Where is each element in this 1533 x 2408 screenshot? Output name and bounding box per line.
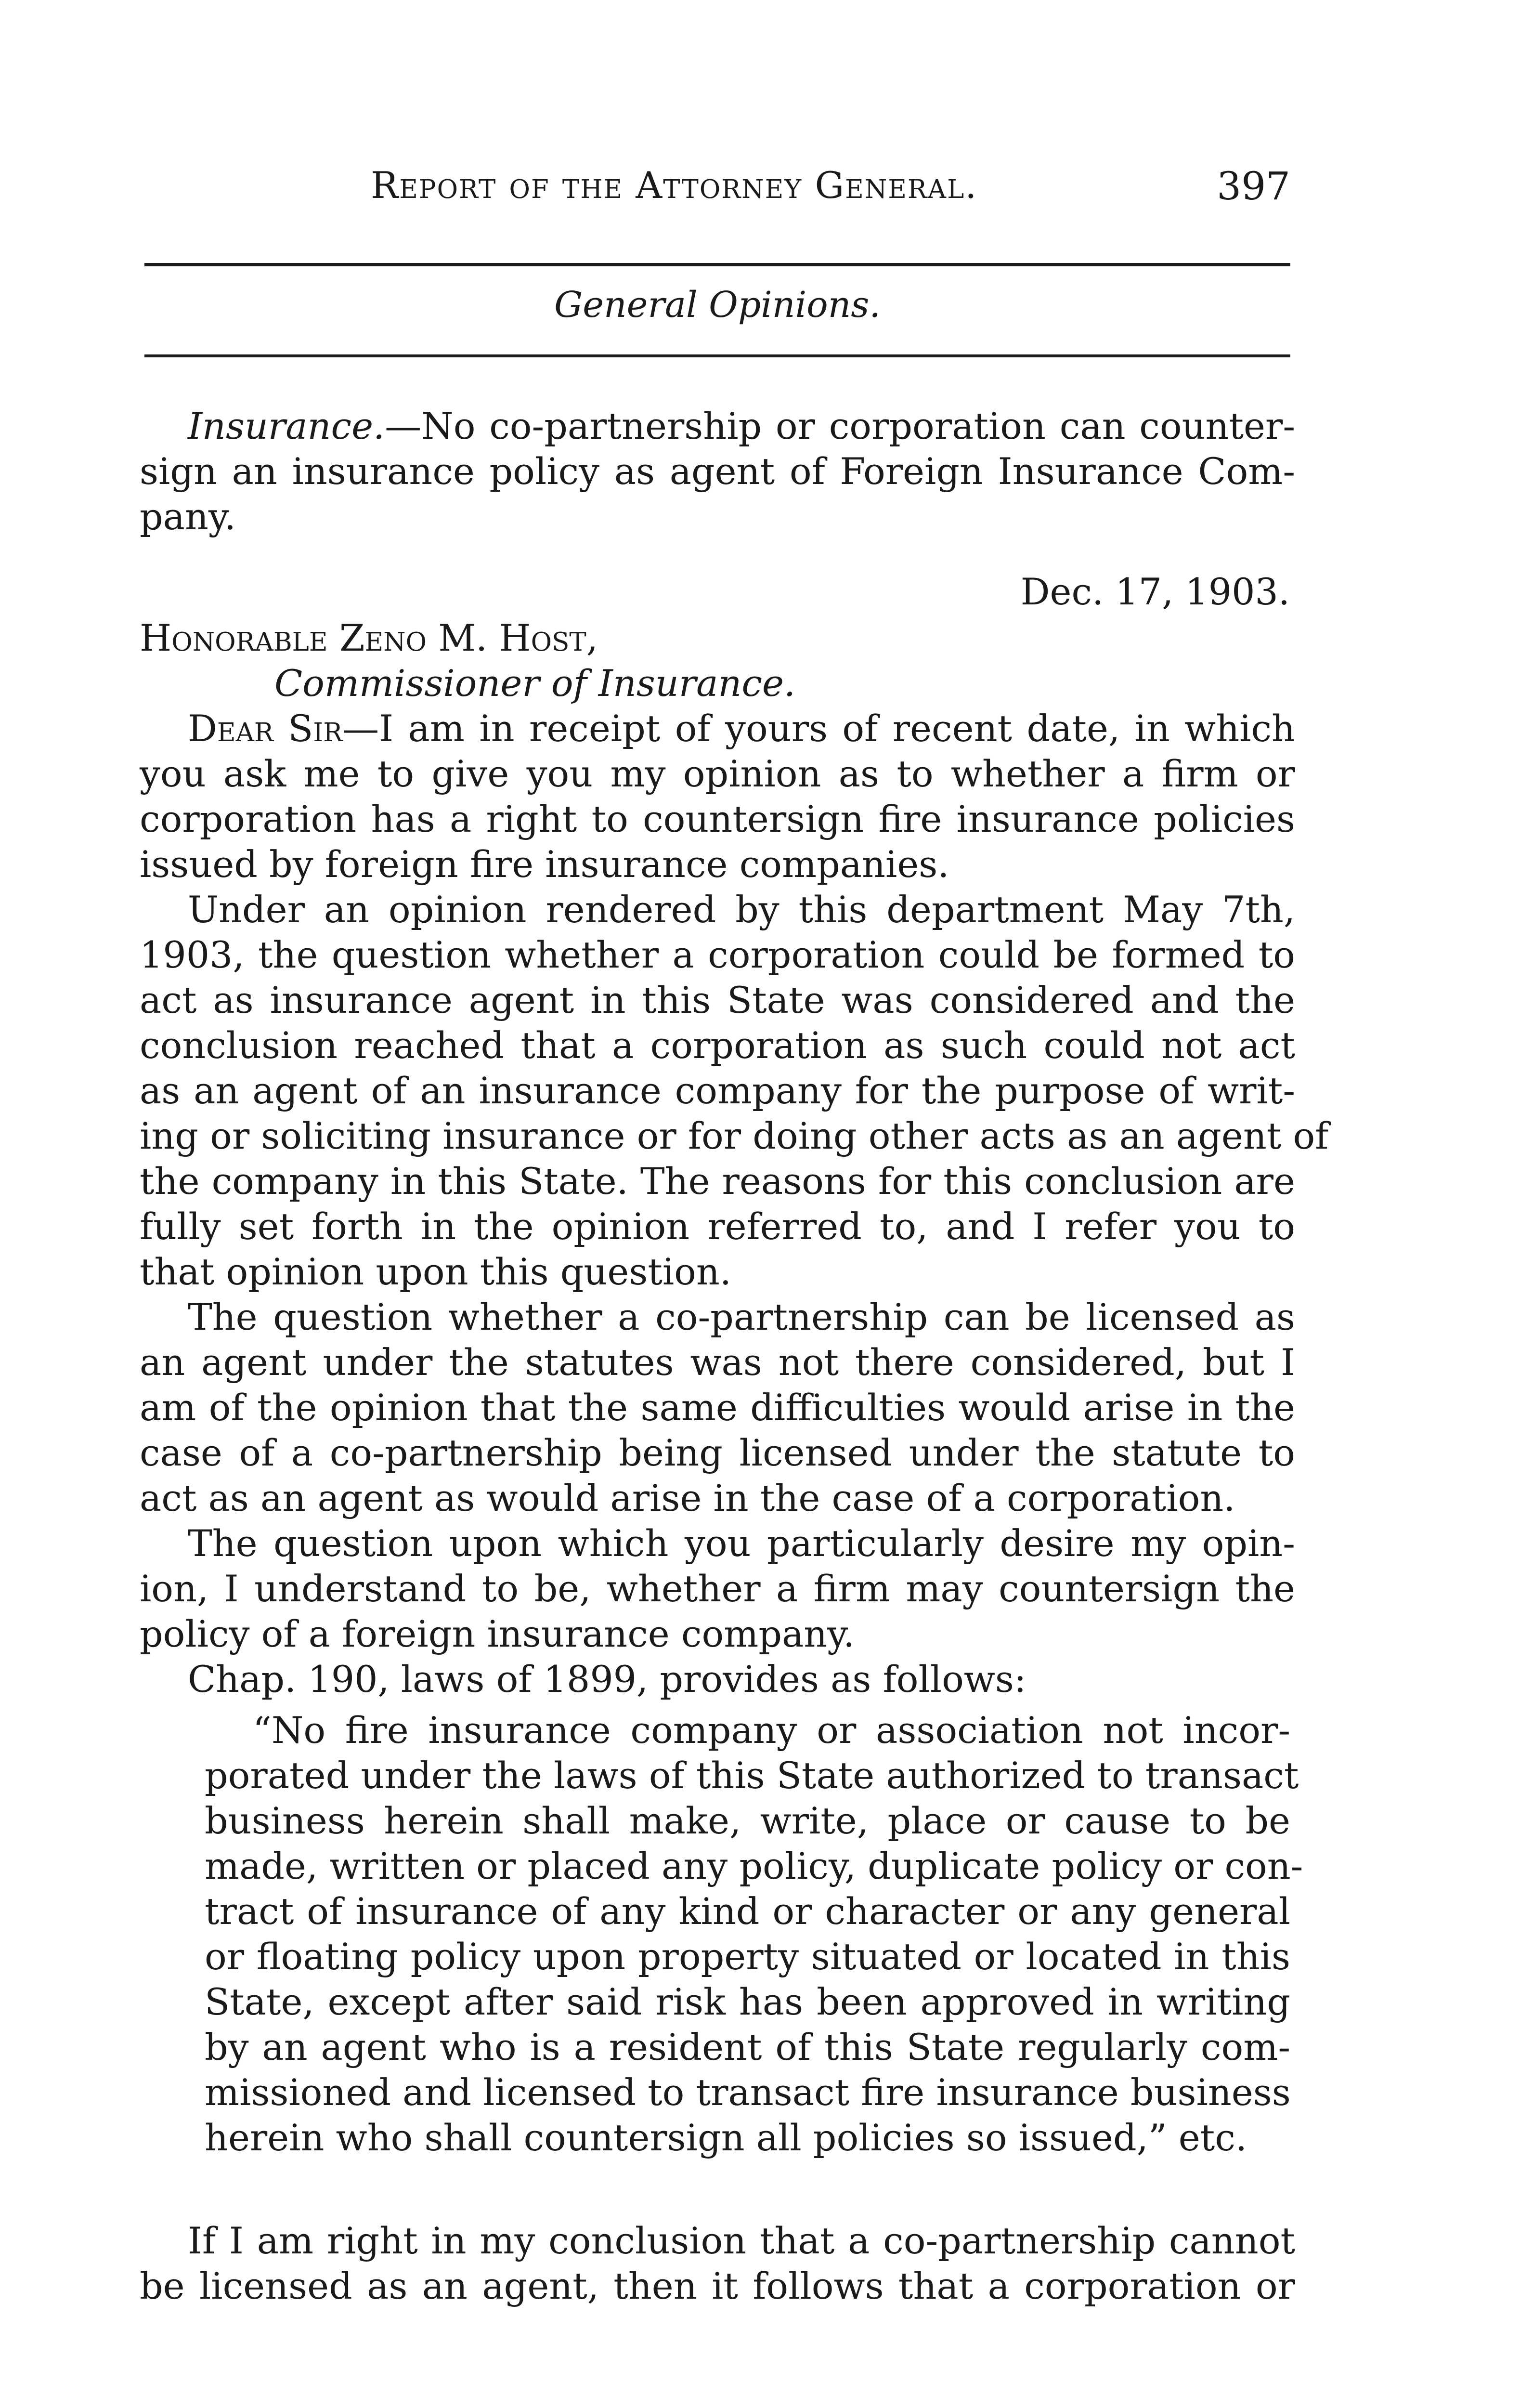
syllabus bbox=[140, 404, 1295, 539]
closing-paragraph bbox=[140, 2218, 1295, 2309]
running-header bbox=[144, 164, 1290, 217]
page-number: 397 bbox=[1217, 164, 1290, 209]
paragraph-line: act as an agent as would arise in the case of a corporation. bbox=[140, 1477, 1235, 1519]
paragraph-line: fully set forth in the opinion referred to, and I refer you to bbox=[140, 1205, 1295, 1248]
paragraph-line: the company in this State. The reasons for this conclusion are bbox=[140, 1160, 1295, 1203]
running-title: Report of the Attorney General. bbox=[371, 164, 978, 207]
addressee-name: Honorable Zeno M. Host, bbox=[140, 616, 598, 659]
quote-line: “No fire insurance company or association not incor- bbox=[253, 1709, 1290, 1752]
paragraph-line: an agent under the statutes was not there considered, but I bbox=[140, 1341, 1295, 1384]
header-rule-bottom bbox=[144, 354, 1290, 357]
paragraph-line: Chap. 190, laws of 1899, provides as follows: bbox=[188, 1658, 1026, 1701]
addressee-title: Commissioner of Insurance. bbox=[274, 662, 796, 705]
quote-line: or floating policy upon property situated or located in this bbox=[205, 1935, 1290, 1978]
statute-quote bbox=[205, 1708, 1303, 2160]
paragraph-line: If I am right in my conclusion that a co-partnership cannot bbox=[188, 2219, 1295, 2262]
quote-line: porated under the laws of this State authorized to transact bbox=[205, 1754, 1299, 1797]
quote-line: business herein shall make, write, place or cause to be bbox=[205, 1799, 1290, 1842]
paragraph-text: —I am in receipt of yours of recent date, in which bbox=[342, 707, 1295, 750]
paragraph bbox=[140, 887, 1329, 1295]
syllabus-line bbox=[140, 404, 1295, 449]
quote-line: missioned and licensed to transact fire insurance business bbox=[205, 2071, 1291, 2114]
letter-date: Dec. 17, 1903. bbox=[1020, 570, 1290, 613]
paragraph bbox=[140, 1521, 1295, 1657]
paragraph-line: ion, I understand to be, whether a firm may countersign the bbox=[140, 1567, 1295, 1610]
paragraph-line: that opinion upon this question. bbox=[140, 1250, 732, 1293]
salutation: Dear Sir bbox=[188, 707, 343, 750]
paragraph-line: The question whether a co-partnership can be licensed as bbox=[188, 1296, 1295, 1338]
quote-line: herein who shall countersign all policies so issued,” etc. bbox=[205, 2116, 1247, 2159]
quote-line: made, written or placed any policy, duplicate policy or con- bbox=[205, 1845, 1303, 1887]
paragraph bbox=[140, 1295, 1295, 1521]
paragraph-line: issued by foreign fire insurance companies. bbox=[140, 843, 949, 886]
paragraph-line: am of the opinion that the same difficulties would arise in the bbox=[140, 1386, 1295, 1429]
syllabus-subject: Insurance. bbox=[188, 405, 385, 447]
paragraph-line: The question upon which you particularly desire my opin- bbox=[188, 1522, 1295, 1565]
paragraph-line: corporation has a right to countersign fire insurance policies bbox=[140, 798, 1295, 840]
quote-line: tract of insurance of any kind or character or any general bbox=[205, 1890, 1290, 1933]
section-title: General Opinions. bbox=[554, 284, 881, 326]
syllabus-line: pany. bbox=[140, 495, 236, 538]
paragraph-line: 1903, the question whether a corporation could be formed to bbox=[140, 933, 1295, 976]
paragraph-line: you ask me to give you my opinion as to whether a firm or bbox=[140, 752, 1295, 795]
paragraph bbox=[140, 1657, 1295, 1702]
paragraph-line: ing or soliciting insurance or for doing other acts as an agent of bbox=[140, 1114, 1329, 1157]
paragraph-line: as an agent of an insurance company for the purpose of writ- bbox=[140, 1069, 1295, 1112]
paragraph-line: act as insurance agent in this State was considered and the bbox=[140, 979, 1295, 1021]
paragraph-line: case of a co-partnership being licensed under the statute to bbox=[140, 1431, 1295, 1474]
paragraph-line bbox=[140, 706, 1295, 751]
addressee bbox=[140, 615, 795, 706]
quote-line: State, except after said risk has been approved in writing bbox=[205, 1980, 1290, 2023]
paragraph-line: Under an opinion rendered by this department May 7th, bbox=[188, 888, 1295, 931]
syllabus-text: —No co-partnership or corporation can counter- bbox=[385, 405, 1295, 447]
letter-body bbox=[140, 706, 1329, 1702]
header-rule-top bbox=[144, 263, 1290, 266]
paragraph-line: conclusion reached that a corporation as such could not act bbox=[140, 1024, 1295, 1067]
paragraph bbox=[140, 706, 1295, 887]
syllabus-line: sign an insurance policy as agent of Foreign Insurance Com- bbox=[140, 450, 1295, 493]
paragraph-line: be licensed as an agent, then it follows that a corporation or bbox=[140, 2264, 1295, 2307]
paragraph-line: policy of a foreign insurance company. bbox=[140, 1612, 855, 1655]
quote-line: by an agent who is a resident of this State regularly com- bbox=[205, 2026, 1290, 2068]
